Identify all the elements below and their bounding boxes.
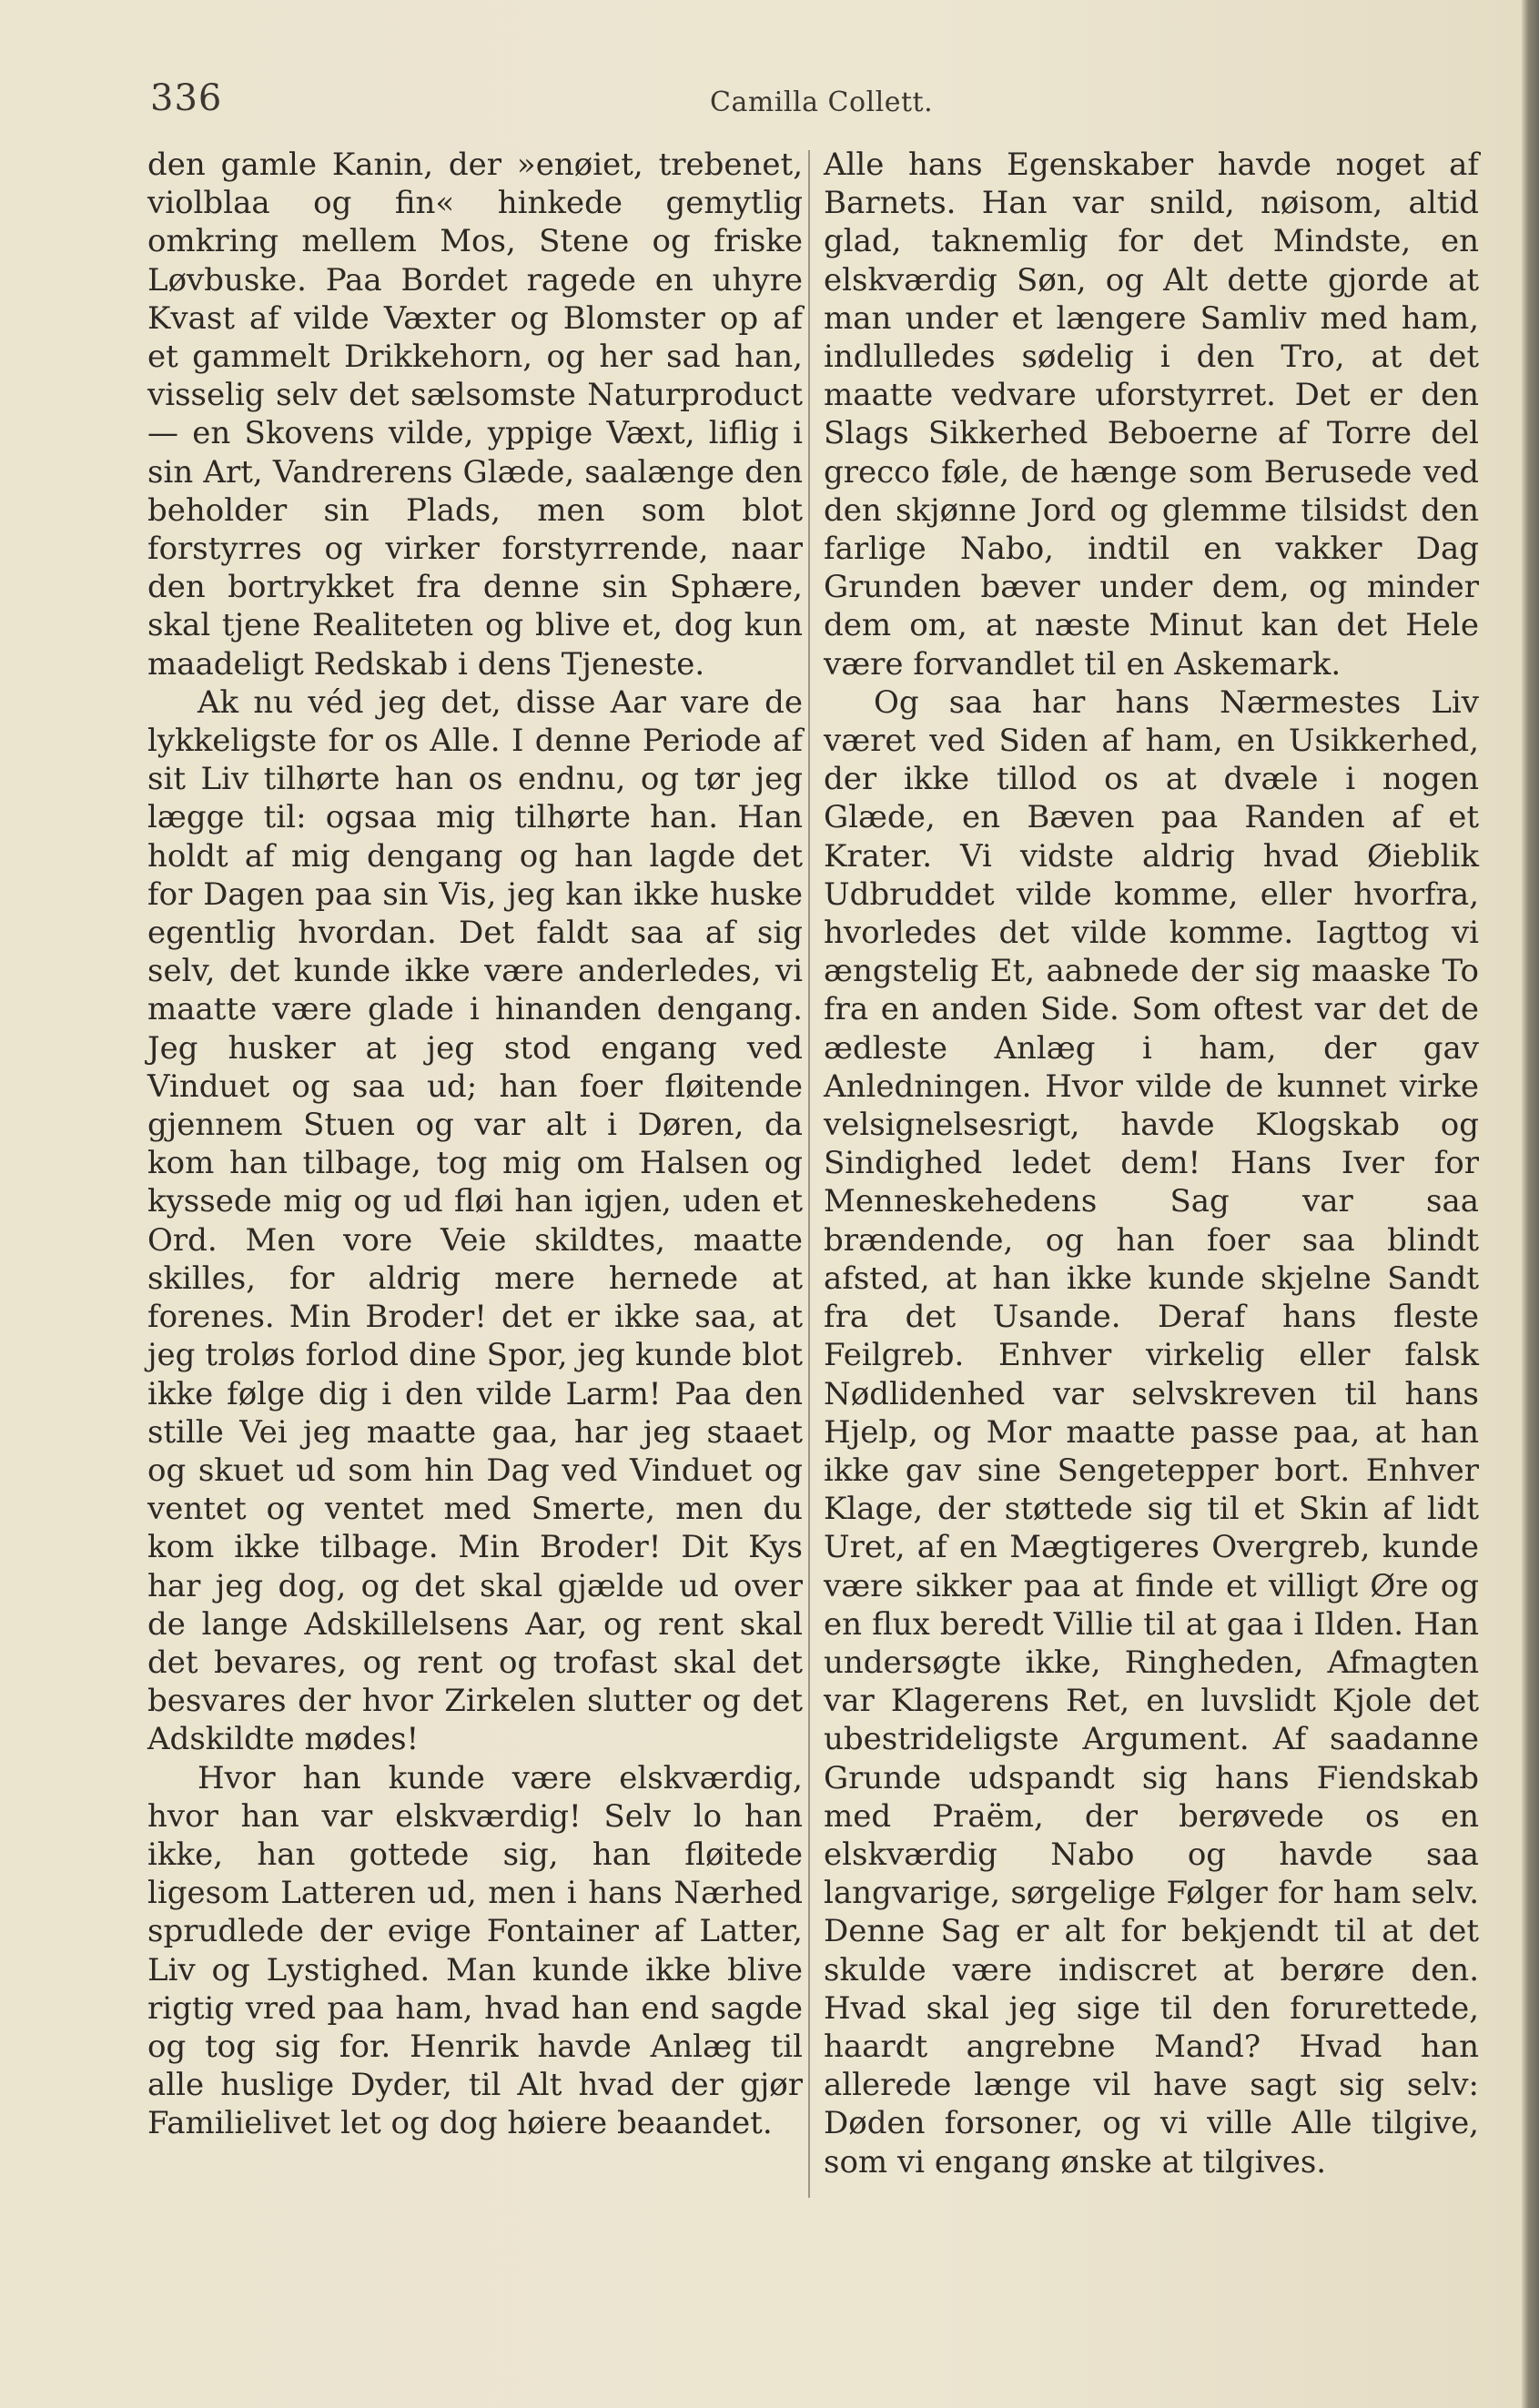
left-column — [147, 146, 803, 2143]
page-edge-shadow — [1522, 0, 1539, 2408]
paragraph: Hvor han kunde være elskværdig, hvor han var elskværdig! Selv lo han ikke, han gottede sig, han fløitede ligesom Latteren ud, men i hans Nærhed sprudlede der evige Fontainer af Latter, Liv og Lystighed. Man kunde ikke blive rigtig vred paa ham, hvad han end sagde og tog sig for. Henrik havde Anlæg til alle huslige Dyder, til Alt hvad der gjør Familielivet let og dog høiere beaandet. — [147, 1759, 803, 2142]
page-header — [150, 77, 1483, 132]
paragraph: Alle hans Egenskaber havde noget af Barnets. Han var snild, nøisom, altid glad, taknemlig for det Mindste, en elskværdig Søn, og Alt dette gjorde at man under et længere Samliv med ham, indlulledes sødelig i den Tro, at det maatte vedvare uforstyrret. Det er den Slags Sikkerhed Beboerne af Torre del grecco føle, de hænge som Berusede ved den skjønne Jord og glemme tilsidst den farlige Nabo, indtil en vakker Dag Grunden bæver under dem, og minder dem om, at næste Minut kan det Hele være forvandlet til en Askemark. — [824, 147, 1479, 683]
right-column — [824, 146, 1479, 2181]
running-title: Camilla Collett. — [710, 86, 934, 118]
column-divider — [808, 150, 810, 2198]
paragraph: Og saa har hans Nærmestes Liv været ved Siden af ham, en Usikkerhed, der ikke tillod os at dvæle i nogen Glæde, en Bæven paa Randen af et Krater. Vi vidste aldrig hvad Øieblik Udbruddet vilde komme, eller hvorfra, hvorledes det vilde komme. Iagttog vi ængstelig Et, aabnede der sig maaske To fra en anden Side. Som oftest var det de ædleste Anlæg i ham, der gav Anledningen. Hvor vilde de kunnet virke velsignelsesrigt, havde Klogskab og Sindighed ledet dem! Hans Iver for Menneskehedens Sag var saa brændende, og han foer saa blindt afsted, at han ikke kunde skjelne Sandt fra det Usande. Deraf hans fleste Feilgreb. Enhver virkelig eller falsk Nødlidenhed var selvskreven til hans Hjelp, og Mor maatte passe paa, at han ikke gav sine Sengetepper bort. Enhver Klage, der støttede sig til et Skin af lidt Uret, af en Mægtigeres Overgreb, kunde være sikker paa at finde et villigt Øre og en flux beredt Villie til at gaa i Ilden. Han undersøgte ikke, Ringheden, Afmagten var Klagerens Ret, en luvslidt Kjole det ubestrideligste Argument. Af saadanne Grunde udspandt sig hans Fiendskab med Praëm, der berøvede os en elskværdig Nabo og havde saa langvarige, sørgelige Følger for ham selv. Denne Sag er alt for bekjendt til at det skulde være indiscret at berøre den. Hvad skal jeg sige til den forurettede, haardt angrebne Mand? Hvad han allerede længe vil have sagt sig selv: Døden forsoner, og vi ville Alle tilgive, som vi engang ønske at tilgives. — [824, 683, 1479, 2180]
paragraph: Ak nu véd jeg det, disse Aar vare de lykkeligste for os Alle. I denne Periode af sit Liv tilhørte han os endnu, og tør jeg lægge til: ogsaa mig tilhørte han. Han holdt af mig dengang og han lagde det for Dagen paa sin Vis, jeg kan ikke huske egentlig hvordan. Det faldt saa af sig selv, det kunde ikke være anderledes, vi maatte være glade i hinanden dengang. Jeg husker at jeg stod engang ved Vinduet og saa ud; han foer fløitende gjennem Stuen og var alt i Døren, da kom han tilbage, tog mig om Halsen og kyssede mig og ud fløi han igjen, uden et Ord. Men vore Veie skildtes, maatte skilles, for aldrig mere hernede at forenes. Min Broder! det er ikke saa, at jeg troløs forlod dine Spor, jeg kunde blot ikke følge dig i den vilde Larm! Paa den stille Vei jeg maatte gaa, har jeg staaet og skuet ud som hin Dag ved Vinduet og ventet og ventet med Smerte, men du kom ikke tilbage. Min Broder! Dit Kys har jeg dog, og det skal gjælde ud over de lange Adskillelsens Aar, og rent skal det bevares, og rent og trofast skal det besvares der hvor Zirkelen slutter og det Adskildte mødes! — [147, 683, 803, 1758]
paragraph: den gamle Kanin, der »enøiet, trebenet, violblaa og fin« hinkede gemytlig omkring mellem Mos, Stene og friske Løvbuske. Paa Bordet ragede en uhyre Kvast af vilde Væxter og Blomster op af et gammelt Drikkehorn, og her sad han, visselig selv det sælsomste Naturproduct — en Skovens vilde, yppige Væxt, liflig i sin Art, Vandrerens Glæde, saalænge den beholder sin Plads, men som blot forstyrres og virker forstyrrende, naar den bortrykket fra denne sin Sphære, skal tjene Realiteten og blive et, dog kun maadeligt Redskab i dens Tjeneste. — [147, 147, 803, 683]
page-number: 336 — [150, 77, 223, 119]
